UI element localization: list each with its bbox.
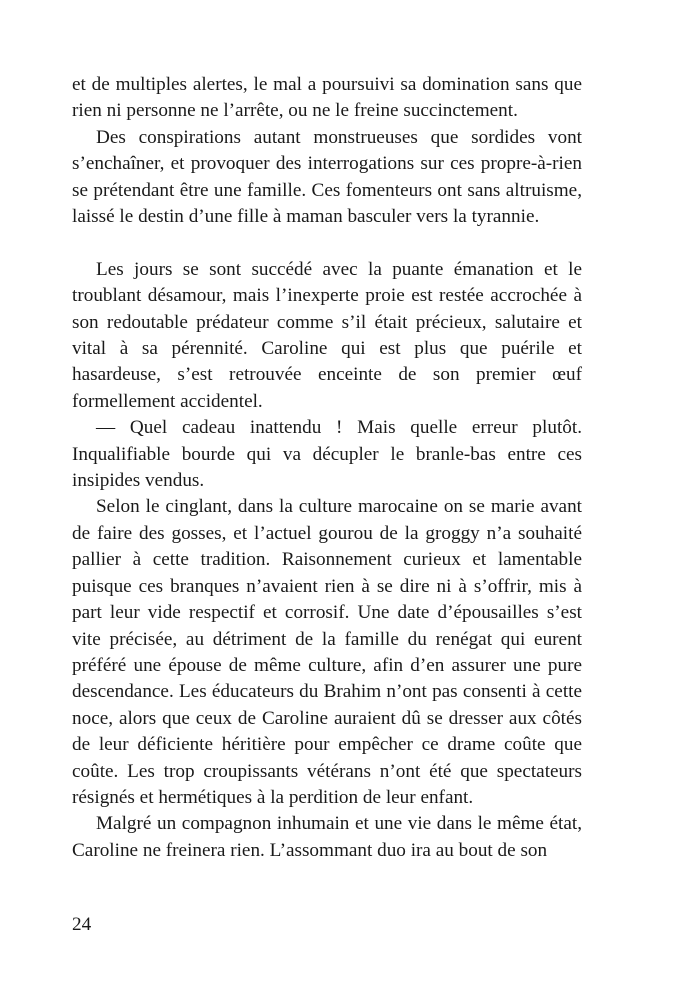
paragraph-conspirations: Des conspirations autant monstrueuses que sordides vont s’enchaîner, et provoquer des interrogations sur ces propre-à-rien se prétendant être une famille. Ces fomenteurs ont sans altruisme, laissé le destin d’une fille à maman basculer vers la tyrannie. bbox=[72, 126, 582, 228]
paragraph-dialogue: — Quel cadeau inattendu ! Mais quelle erreur plutôt. Inqualifiable bourde qui va décupler le branle-bas entre ces insipides vendus. bbox=[72, 417, 582, 492]
paragraph-selon-le-cinglant: Selon le cinglant, dans la culture marocaine on se marie avant de faire des gosses, et l’actuel gourou de la groggy n’a souhaité pallier à cette tradition. Raisonnement curieux et lamentable puisque ces branques n’avaient rien à se dire ni à s’offrir, mis à part leur vide respectif et corrosif. Une date d’épousailles s’est vite précisée, au détriment de la famille du renégat qui eurent préféré une épouse de même culture, afin d’en assurer une pure descendance. Les éducateurs du Brahim n’ont pas consenti à cette noce, alors que ceux de Caroline auraient dû se dresser aux côtés de leur déficiente héritière pour empêcher ce drame coûte que coûte. Les trop croupissants vétérans n’ont été que spectateurs résignés et hermétiques à la perdition de leur enfant. bbox=[72, 496, 582, 808]
paragraph-malgre: Malgré un compagnon inhumain et une vie dans le même état, Caroline ne freinera rien. L’assommant duo ira au bout de son bbox=[72, 813, 582, 861]
paragraph-continuation: et de multiples alertes, le mal a poursuivi sa domination sans que rien ni personne ne l’arrête, ou ne le freine succinctement. bbox=[72, 74, 582, 122]
body-text bbox=[72, 72, 582, 864]
page-number: 24 bbox=[72, 914, 92, 935]
paragraph-les-jours: Les jours se sont succédé avec la puante émanation et le troublant désamour, mais l’inexperte proie est restée accrochée à son redoutable prédateur comme s’il était précieux, salutaire et vital à sa pérennité. Caroline qui est plus que puérile et hasardeuse, s’est retrouvée enceinte de son premier œuf formellement accidentel. bbox=[72, 258, 582, 412]
